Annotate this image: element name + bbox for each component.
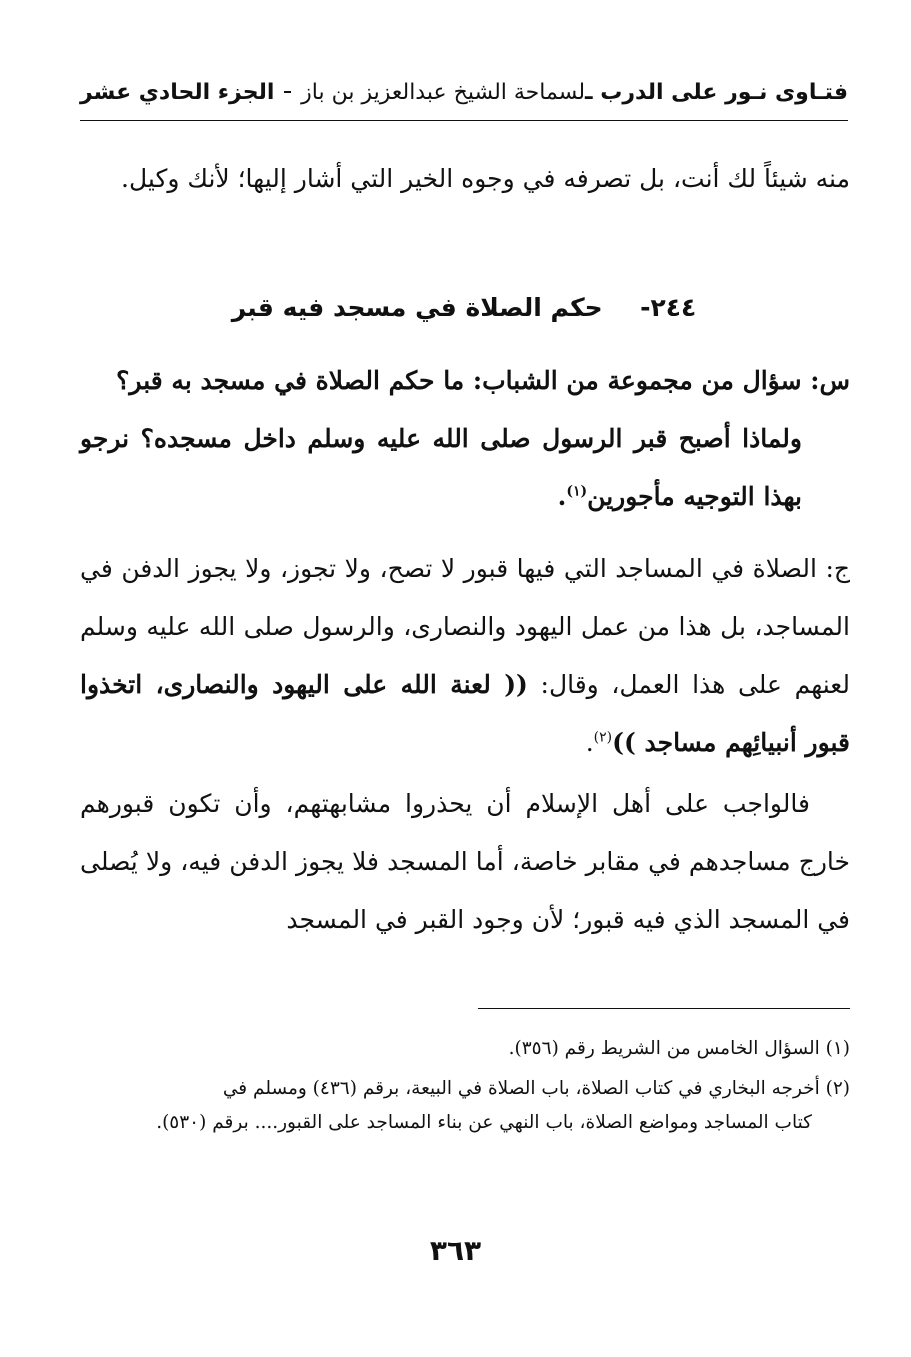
page-number: ٣٦٣ [429, 1234, 482, 1267]
question-rest: ولماذا أصبح قبر الرسول صلى الله عليه وسلم داخل مسجده؟ نرجو بهذا التوجيه مأجورين$^{(١)}$. [80, 424, 802, 511]
paragraph-3: فالواجب على أهل الإسلام أن يحذروا مشابهتهم، وأن تكون قبورهم خارج مساجدهم في مقابر خاصة، أما المسجد فلا يجوز الدفن فيه، ولا يُصلى في المسجد الذي فيه قبور؛ لأن وجود القبر في المسجد [80, 789, 850, 934]
footnote-2-text: (٢) أخرجه البخاري في كتاب الصلاة، باب الصلاة في البيعة، برقم (٤٣٦) ومسلم في [222, 1078, 850, 1099]
header-rule [80, 120, 848, 121]
footnote-rule [478, 1008, 850, 1009]
section-number: ٢٤٤- [640, 293, 697, 322]
author-name: لسماحة الشيخ عبدالعزيز بن باز [301, 80, 586, 105]
running-header [80, 80, 848, 105]
volume-label: الجزء الحادي عشر [80, 80, 275, 105]
footnote-ref-1: (١) [566, 483, 588, 500]
hadith-quote: (( لعنة الله على اليهود والنصارى، اتخذوا قبور أنبيائِهم مساجد )) [80, 670, 850, 757]
footnote-1: (١) السؤال الخامس من الشريط رقم (٣٥٦). [508, 1038, 850, 1059]
answer-text: ج: الصلاة في المساجد التي فيها قبور لا تصح، ولا تجوز، ولا يجوز الدفن في المساجد، بل هذا من عمل اليهود والنصارى، والرسول صلى الله عليه وسلم لعنهم على هذا العمل، وقال: [80, 554, 850, 699]
header-dash [284, 91, 291, 93]
answer-paragraph: ج: الصلاة في المساجد التي فيها قبور لا تصح، ولا تجوز، ولا يجوز الدفن في المساجد، بل هذا من عمل اليهود والنصارى، والرسول صلى الله عليه وسلم لعنهم على هذا العمل، وقال: (( لعنة الله على اليهود والنصارى، اتخذوا قبور أنبيائِهم مساجد ))$^{(٢)}$. [80, 554, 850, 757]
intro-paragraph: منه شيئاً لك أنت، بل تصرفه في وجوه الخير التي أشار إليها؛ لأنك وكيل. [121, 164, 850, 193]
footnote-2 [80, 1072, 850, 1140]
section-title: حكم الصلاة في مسجد فيه قبر [231, 293, 603, 322]
footnote-ref-2: (٢) [593, 729, 613, 746]
section-heading [80, 293, 848, 322]
footnote-2-continuation: كتاب المساجد ومواضع الصلاة، باب النهي عن بناء المساجد على القبور.... برقم (٥٣٠). [156, 1112, 812, 1133]
footnotes [80, 1032, 850, 1146]
book-title: فتـاوى نـور على الدرب ـ [585, 80, 848, 105]
question-line1: س: سؤال من مجموعة من الشباب: ما حكم الصلاة في مسجد به قبر؟ [116, 366, 850, 395]
question-block [80, 352, 850, 526]
